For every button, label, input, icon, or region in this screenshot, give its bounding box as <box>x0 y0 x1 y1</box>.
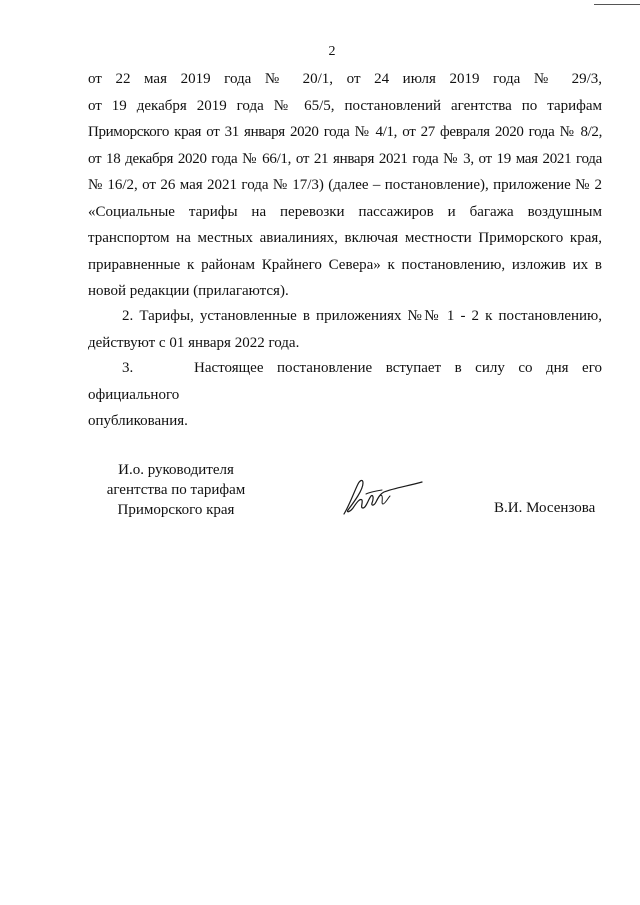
signatory-title-line-1: И.о. руководителя <box>118 462 234 478</box>
page-number: 2 <box>328 44 336 59</box>
handwritten-signature <box>336 470 428 522</box>
paragraph-line-4: от 18 декабря 2020 года № 66/1, от 21 января 2021 года № 3, от 19 мая 2021 года <box>88 150 602 167</box>
item-3-line-2: опубликования. <box>88 413 188 429</box>
paragraph-line-5: № 16/2, от 26 мая 2021 года № 17/3) (далее – постановление), приложение № 2 <box>88 177 602 193</box>
paragraph-line-6: «Социальные тарифы на перевозки пассажиров и багажа воздушным <box>88 203 602 220</box>
signatory-title-line-2: агентства по тарифам <box>106 482 246 498</box>
paragraph-line-1: от 22 мая 2019 года № 20/1, от 24 июля 2019 года № 29/3, <box>88 71 602 87</box>
paragraph-line-8: приравненные к районам Крайнего Севера» к постановлению, изложив их в <box>88 256 602 273</box>
item-2-paragraph <box>88 303 602 356</box>
paragraph-line-7: транспортом на местных авиалиниях, включая местности Приморского края, <box>88 230 602 246</box>
item-3-line-1-text: Настоящее постановление вступает в силу со дня его официального <box>88 360 602 403</box>
item-3-number: 3. <box>122 360 134 376</box>
scan-corner-mark <box>594 4 640 5</box>
item-3-paragraph <box>88 355 602 435</box>
continued-paragraph <box>88 66 602 305</box>
item-2-line-1: 2. Тарифы, установленные в приложениях №№ 1 - 2 к постановлению, <box>122 308 602 324</box>
paragraph-line-9: новой редакции (прилагаются). <box>88 283 289 299</box>
signatory-title-line-3: Приморского края <box>117 502 235 518</box>
signer-name: В.И. Мосензова <box>494 500 596 516</box>
signatory-title <box>96 460 256 520</box>
item-2-line-2: действуют с 01 января 2022 года. <box>88 334 300 351</box>
item-3-line-1 <box>88 355 602 408</box>
paragraph-line-2: от 19 декабря 2019 года № 65/5, постановлений агентства по тарифам <box>88 97 602 114</box>
paragraph-line-3: Приморского края от 31 января 2020 года № 4/1, от 27 февраля 2020 года № 8/2, <box>88 124 602 140</box>
